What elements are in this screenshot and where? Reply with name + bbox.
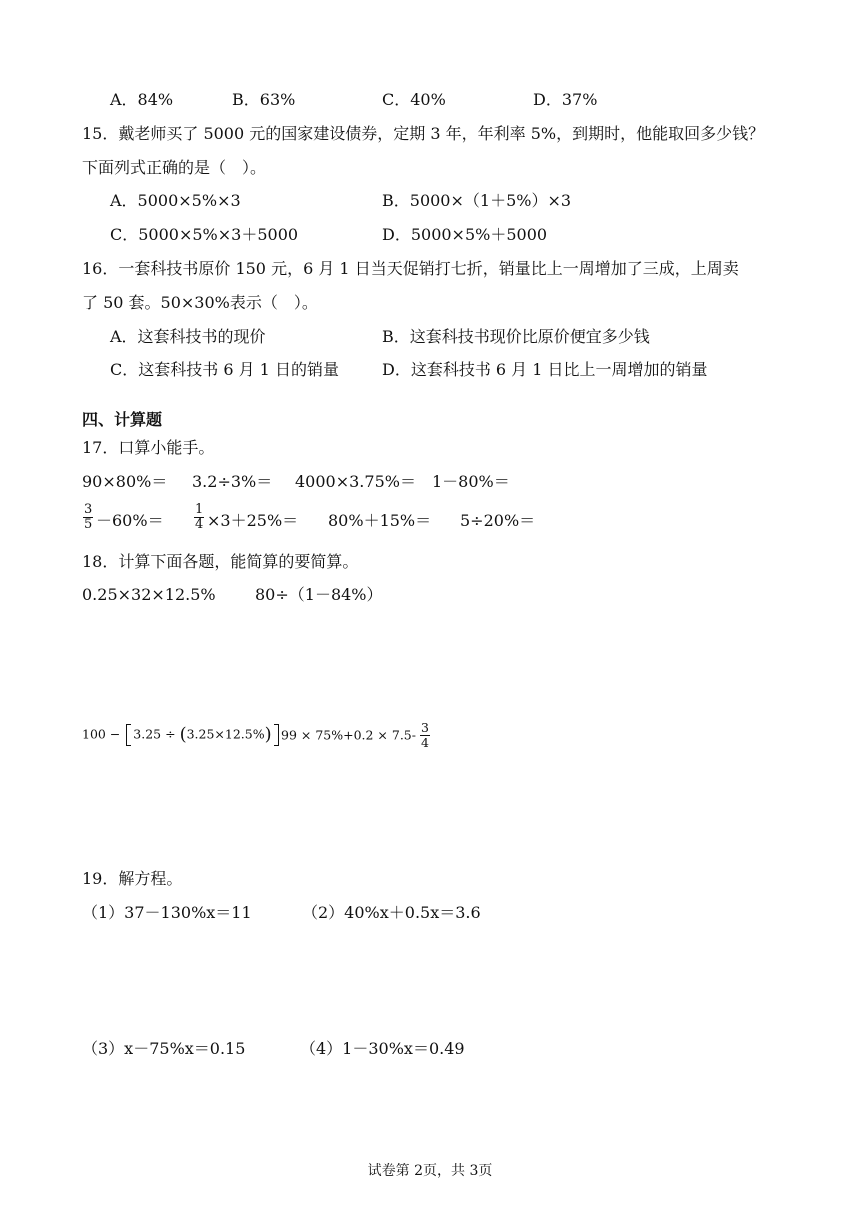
expression-inner-b: 3.25×12.5% [186, 726, 265, 742]
q18-expression-3 [82, 724, 281, 746]
q18-expression-4 [281, 721, 430, 750]
q15-stem-line1: 15．戴老师买了 5000 元的国家建设债券，定期 3 年，年利率 5%，到期时，他能取回多少钱？ [82, 124, 765, 143]
q16-option-a: A．这套科技书的现价 [110, 327, 266, 346]
q16-stem-line1: 16．一套科技书原价 150 元，6 月 1 日当天促销打七折，销量比上一周增加了三成，上周卖 [82, 259, 739, 278]
section-title: 四、计算题 [82, 410, 163, 429]
q17-item-2: 3.2÷3%＝ [192, 472, 273, 491]
q17-title: 17．口算小能手。 [82, 438, 215, 457]
q17-item-7: 80%＋15%＝ [328, 511, 432, 530]
q18-expression-1: 0.25×32×12.5% [82, 585, 216, 604]
left-bracket [126, 724, 131, 746]
q14-option-a: A．84% [110, 90, 174, 109]
q17-item-3: 4000×3.75%＝ [295, 472, 416, 491]
expression-prefix: 100 − [82, 726, 121, 742]
q16-option-c: C．这套科技书 6 月 1 日的销量 [110, 360, 339, 379]
fraction-numerator: 3 [420, 720, 429, 735]
q16-option-b: B．这套科技书现价比原价便宜多少钱 [382, 327, 650, 346]
fraction-numerator: 1 [195, 502, 204, 517]
fraction-3-4 [420, 721, 430, 750]
q15-option-c: C．5000×5%×3＋5000 [110, 225, 299, 244]
q15-option-a: A．5000×5%×3 [110, 191, 241, 210]
q17-fraction-1-4 [194, 503, 204, 532]
q18-title: 18．计算下面各题，能简算的要简算。 [82, 552, 359, 571]
q15-option-b: B．5000×（1＋5%）×3 [382, 191, 572, 210]
fraction-denominator: 4 [420, 735, 429, 750]
q17-fraction-3-5 [83, 503, 93, 532]
right-paren: ) [264, 724, 272, 745]
q14-option-b: B．63% [232, 90, 296, 109]
q17-item-4: 1－80%＝ [432, 472, 510, 491]
fraction-denominator: 5 [84, 517, 93, 532]
q18-expression-2: 80÷（1－84%） [255, 585, 383, 604]
q17-item-5-rest: －60%＝ [96, 511, 164, 530]
q19-equation-1: （1）37－130%x＝11 [82, 903, 252, 922]
q15-stem-line2: 下面列式正确的是（ ）。 [82, 158, 267, 177]
q15-option-d: D．5000×5%＋5000 [382, 225, 548, 244]
q14-option-c: C．40% [382, 90, 446, 109]
q19-equation-2: （2）40%x＋0.5x＝3.6 [302, 903, 481, 922]
q17-item-8: 5÷20%＝ [460, 511, 536, 530]
fraction-numerator: 3 [84, 502, 93, 517]
right-bracket [274, 724, 279, 746]
q17-item-1: 90×80%＝ [82, 472, 168, 491]
fraction-denominator: 4 [195, 517, 204, 532]
q19-equation-4: （4）1－30%x＝0.49 [300, 1039, 465, 1058]
q16-option-d: D．这套科技书 6 月 1 日比上一周增加的销量 [382, 360, 708, 379]
page-footer: 试卷第 2页，共 3页 [367, 1163, 493, 1179]
q16-stem-line2: 了 50 套。50×30%表示（ ）。 [82, 293, 318, 312]
q14-option-d: D．37% [533, 90, 598, 109]
expression-inner-a: 3.25 ÷ [133, 726, 176, 742]
expression-text: 99 × 75%+0.2 × 7.5- [281, 727, 416, 743]
q17-item-6-rest: ×3＋25%＝ [207, 511, 299, 530]
q19-title: 19．解方程。 [82, 869, 183, 888]
q19-equation-3: （3）x－75%x＝0.15 [82, 1039, 246, 1058]
left-paren: ( [179, 724, 187, 745]
